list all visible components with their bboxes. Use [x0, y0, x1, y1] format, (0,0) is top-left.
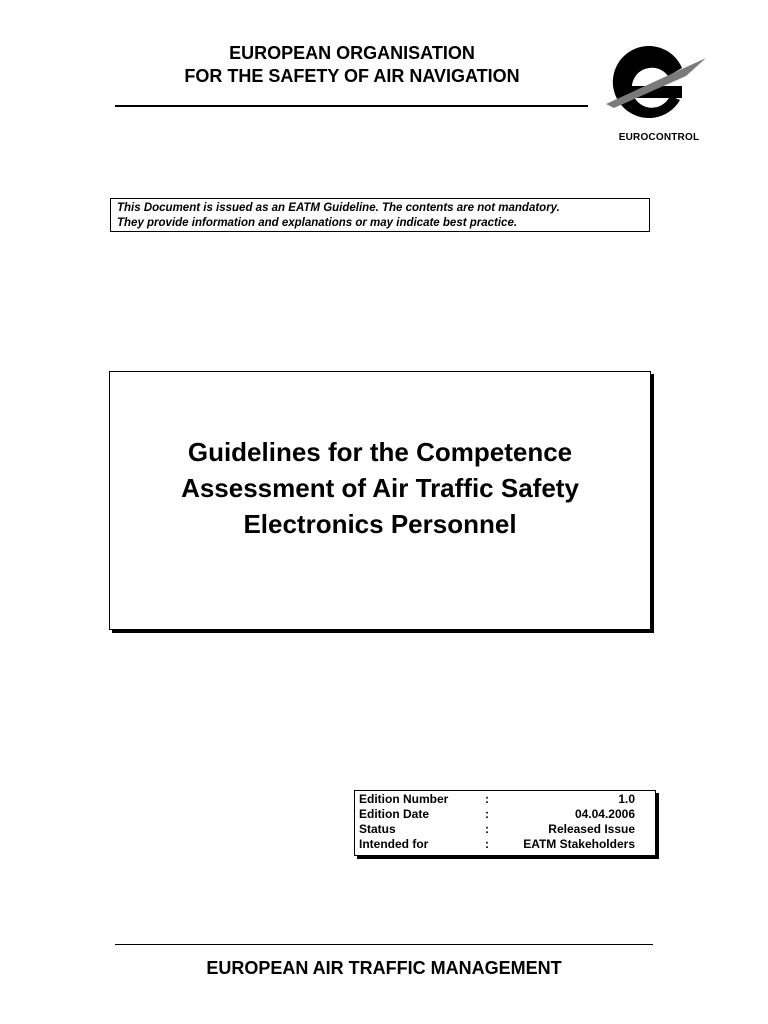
notice-line2: They provide information and explanations or may indicate best practice. — [117, 217, 518, 229]
status-value: Released Issue — [548, 822, 635, 836]
footer-rule — [115, 944, 653, 945]
intended-for-value: EATM Stakeholders — [523, 837, 635, 851]
title-line3: Electronics Personnel — [243, 509, 517, 539]
status-label: Status — [359, 822, 396, 836]
edition-number-separator: : — [485, 792, 489, 806]
header-rule — [115, 105, 588, 107]
edition-number-value: 1.0 — [618, 792, 635, 806]
edition-date-label: Edition Date — [359, 807, 430, 821]
document-title — [110, 434, 650, 542]
intended-for-row — [355, 837, 655, 852]
edition-date-value: 04.04.2006 — [574, 807, 635, 821]
title-line1: Guidelines for the Competence — [187, 437, 573, 467]
notice-line1: This Document is issued as an EATM Guideline. The contents are not mandatory. — [117, 202, 560, 214]
guideline-notice — [110, 198, 650, 232]
intended-for-label: Intended for — [359, 837, 429, 851]
edition-info-table — [354, 790, 656, 856]
status-separator: : — [485, 822, 489, 836]
edition-number-label: Edition Number — [359, 792, 449, 806]
edition-number-row — [355, 792, 655, 807]
organisation-name — [110, 42, 594, 88]
organisation-name-line1: EUROPEAN ORGANISATION — [229, 43, 475, 63]
organisation-name-line2: FOR THE SAFETY OF AIR NAVIGATION — [184, 66, 520, 86]
title-line2: Assessment of Air Traffic Safety — [181, 473, 579, 503]
logo-wordmark: EUROCONTROL — [618, 132, 700, 143]
document-title-box — [109, 371, 651, 630]
status-row — [355, 822, 655, 837]
edition-date-row — [355, 807, 655, 822]
footer-title: EUROPEAN AIR TRAFFIC MANAGEMENT — [206, 958, 562, 978]
intended-for-separator: : — [485, 837, 489, 851]
edition-date-separator: : — [485, 807, 489, 821]
